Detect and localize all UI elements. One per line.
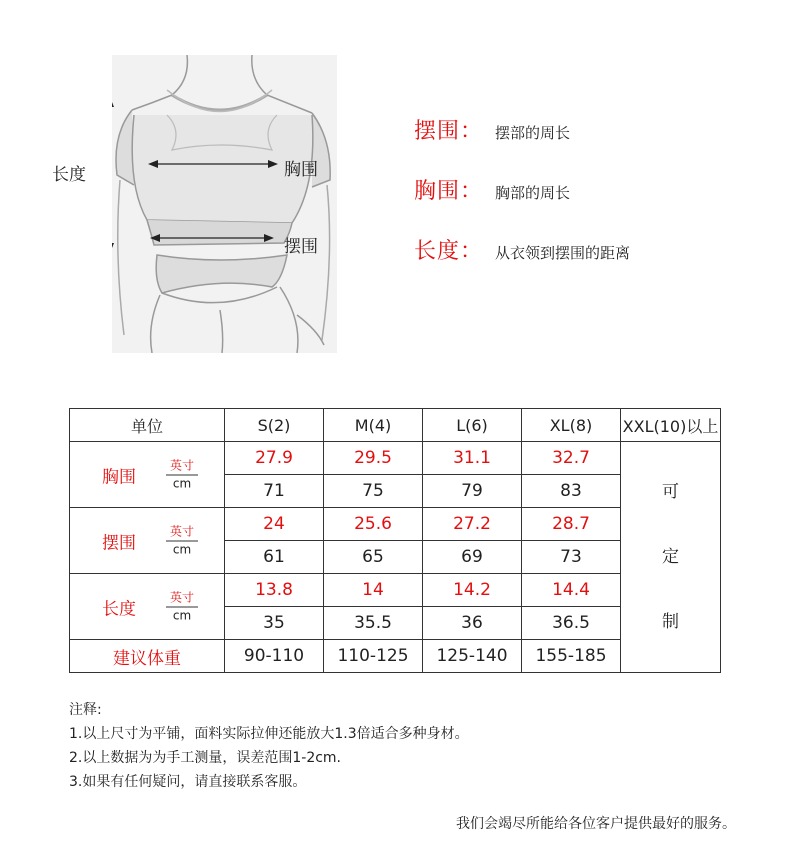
row-label-text: 长度: [102, 599, 136, 619]
definition-length: [414, 234, 630, 265]
hem-label: 摆围: [284, 237, 318, 257]
unit-inch: 英寸: [166, 524, 198, 541]
note-item: 2.以上数据为为手工测量，误差范围1-2cm.: [69, 750, 342, 766]
table-row: [70, 442, 721, 475]
unit-cm: cm: [172, 476, 192, 490]
table-cell: 31.1: [423, 442, 522, 475]
table-cell: 71: [225, 475, 324, 508]
table-cell: 125-140: [423, 640, 522, 673]
table-cell: 36: [423, 607, 522, 640]
row-label-chest: [70, 442, 225, 508]
note-item: 1.以上尺寸为平铺，面料实际拉伸还能放大1.3倍适合多种身材。: [69, 726, 469, 742]
table-cell: 35.5: [324, 607, 423, 640]
row-label-length: [70, 574, 225, 640]
notes-title: 注释:: [69, 702, 102, 718]
row-label-hem: [70, 508, 225, 574]
table-cell: 110-125: [324, 640, 423, 673]
table-cell: 35: [225, 607, 324, 640]
table-cell: 25.6: [324, 508, 423, 541]
table-cell: 32.7: [522, 442, 621, 475]
definition-desc: 从衣领到摆围的距离: [495, 244, 631, 262]
size-table: [69, 408, 721, 673]
header-size-xxl: XXL(10)以上: [621, 409, 721, 442]
table-cell: 13.8: [225, 574, 324, 607]
length-label: 长度: [52, 165, 86, 185]
table-cell: 155-185: [522, 640, 621, 673]
definition-desc: 胸部的周长: [495, 184, 571, 202]
definition-desc: 摆部的周长: [495, 124, 571, 142]
garment-sketch: [112, 55, 337, 353]
unit-fraction: [166, 590, 198, 623]
custom-char: 定: [662, 546, 679, 567]
header-size-m: M(4): [324, 409, 423, 442]
unit-cm: cm: [172, 542, 192, 556]
weight-label: 建议体重: [70, 640, 225, 673]
service-footer: 我们会竭尽所能给各位客户提供最好的服务。: [456, 816, 736, 832]
table-cell: 36.5: [522, 607, 621, 640]
note-item: 3.如果有任何疑问，请直接联系客服。: [69, 774, 307, 790]
unit-cm: cm: [172, 608, 192, 622]
table-cell: 75: [324, 475, 423, 508]
table-cell: 83: [522, 475, 621, 508]
definition-term: 摆围：: [414, 119, 484, 144]
custom-char: 制: [662, 611, 679, 632]
header-size-l: L(6): [423, 409, 522, 442]
table-cell: 73: [522, 541, 621, 574]
unit-fraction: [166, 458, 198, 491]
table-cell: 90-110: [225, 640, 324, 673]
row-label-text: 摆围: [102, 533, 136, 553]
definition-chest: [414, 174, 570, 205]
table-cell: 61: [225, 541, 324, 574]
table-cell: 14.2: [423, 574, 522, 607]
row-label-text: 胸围: [102, 467, 136, 487]
header-unit: 单位: [70, 409, 225, 442]
table-cell: 27.9: [225, 442, 324, 475]
table-cell: 65: [324, 541, 423, 574]
unit-inch: 英寸: [166, 458, 198, 475]
table-cell: 24: [225, 508, 324, 541]
table-header-row: [70, 409, 721, 442]
custom-char: 可: [662, 481, 679, 502]
table-cell: 14.4: [522, 574, 621, 607]
header-size-s: S(2): [225, 409, 324, 442]
unit-fraction: [166, 524, 198, 557]
chest-label: 胸围: [284, 160, 318, 180]
table-cell: 27.2: [423, 508, 522, 541]
definition-term: 长度：: [414, 239, 484, 264]
unit-inch: 英寸: [166, 590, 198, 607]
notes: [69, 698, 469, 794]
table-cell: 28.7: [522, 508, 621, 541]
header-size-xl: XL(8): [522, 409, 621, 442]
table-cell: 29.5: [324, 442, 423, 475]
table-cell: 79: [423, 475, 522, 508]
sketch-drawing: [112, 55, 337, 353]
definition-term: 胸围：: [414, 179, 484, 204]
definition-hem: [414, 114, 570, 145]
table-cell: 14: [324, 574, 423, 607]
custom-cell: [621, 442, 721, 673]
table-cell: 69: [423, 541, 522, 574]
